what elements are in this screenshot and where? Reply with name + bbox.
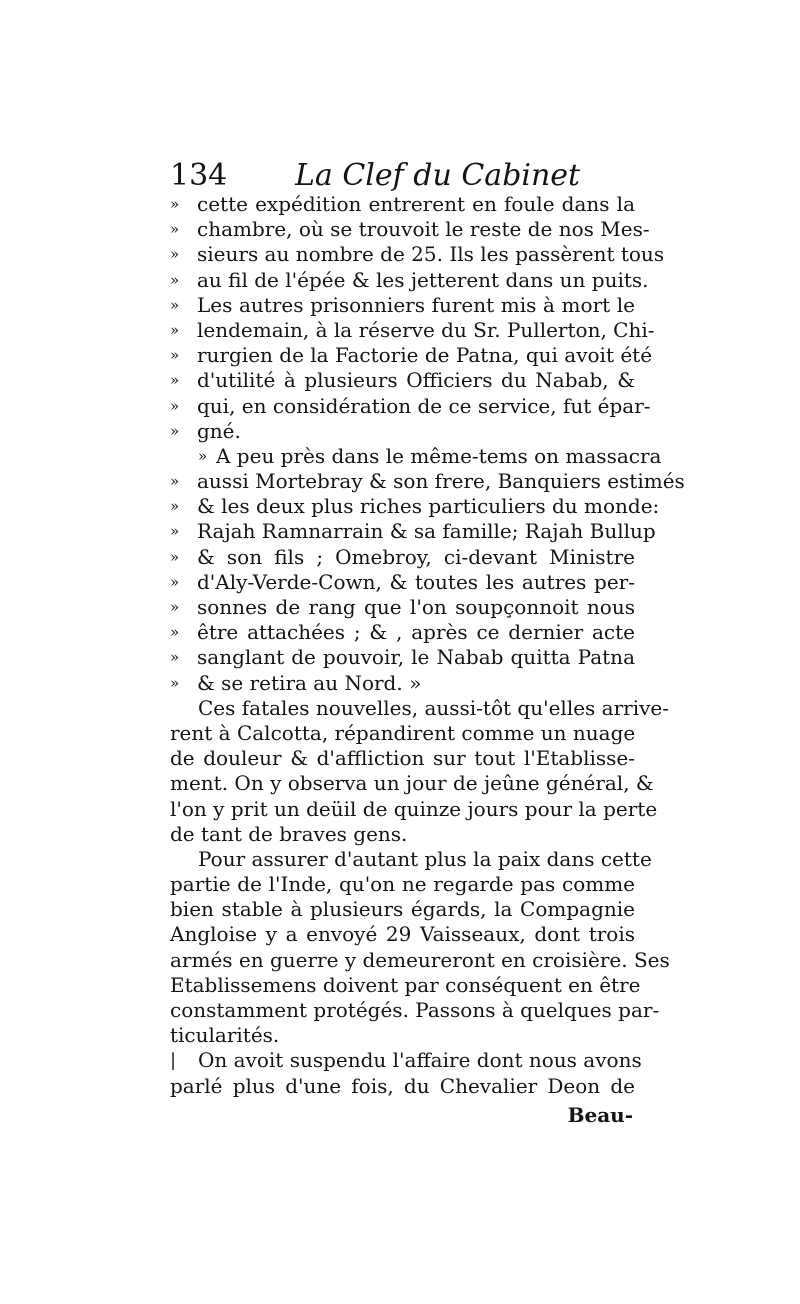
quote-mark: »	[170, 497, 180, 516]
quote-mark: »	[170, 320, 180, 339]
quote-mark: »	[170, 648, 180, 667]
text-line: Pour assurer d'autant plus la paix dans cette	[198, 846, 652, 871]
quote-mark: »	[170, 547, 180, 566]
text-line: » chambre, où se trouvoit le reste de nos Mes-	[170, 217, 650, 242]
quote-mark: »	[170, 572, 180, 591]
catchword: Beau-	[567, 1103, 633, 1127]
text-line: armés en guerre y demeureront en croisière. Ses	[170, 947, 670, 972]
quote-mark: »	[170, 295, 180, 314]
quote-mark: »	[170, 270, 180, 289]
quote-mark: »	[170, 396, 180, 415]
text-line: de douleur & d'affliction sur tout l'Etablisse-	[170, 746, 635, 771]
quote-mark: »	[170, 673, 180, 692]
text-line: ment. On y observa un jour de jeûne général, &	[170, 771, 654, 796]
text-line: parlé plus d'une fois, du Chevalier Deon de	[170, 1073, 635, 1098]
quote-mark: »	[170, 195, 180, 213]
text-line: Ces fatales nouvelles, aussi-tôt qu'elles arrive-	[198, 695, 670, 720]
text-line: Etablissemens doivent par conséquent en être	[170, 972, 641, 997]
text-line: de tant de braves gens.	[170, 821, 408, 846]
text-line: » aussi Mortebray & son frere, Banquiers estimés	[170, 469, 685, 494]
text-line: » gné.	[170, 418, 241, 443]
text-line: » & son fils ; Omebroy, ci-devant Ministre	[170, 544, 635, 569]
text-line: » au fil de l'épée & les jetterent dans un puits.	[170, 267, 649, 292]
text-line: » sanglant de pouvoir, le Nabab quitta Patna	[170, 645, 635, 670]
quote-mark: »	[170, 346, 180, 365]
text-line: » qui, en considération de ce service, fut épar-	[170, 393, 651, 418]
text-line: » rurgien de la Factorie de Patna, qui avoit été	[170, 343, 653, 368]
text-line: » Rajah Ramnarrain & sa famille; Rajah Bullup	[170, 519, 656, 544]
quote-mark: »	[170, 522, 180, 541]
quote-mark: »	[170, 598, 180, 616]
text-line: » & se retira au Nord. »	[170, 670, 422, 695]
text-line: rent à Calcotta, répandirent comme un nuage	[170, 720, 636, 745]
quote-mark: »	[170, 220, 180, 239]
quote-mark: »	[198, 446, 208, 465]
body-text	[170, 192, 685, 1099]
text-line: ticularités.	[170, 1023, 280, 1048]
text-line: » d'utilité à plusieurs Officiers du Nabab, &	[170, 368, 635, 393]
text-line: | On avoit suspendu l'affaire dont nous avons	[170, 1048, 642, 1073]
text-line: partie de l'Inde, qu'on ne regarde pas comme	[170, 872, 635, 897]
quote-mark: »	[170, 245, 180, 264]
quote-mark: »	[170, 623, 180, 642]
text-line: » lendemain, à la réserve du Sr. Pullerton, Chi-	[170, 317, 655, 342]
quote-mark: »	[170, 371, 180, 390]
running-title: La Clef du Cabinet	[295, 158, 581, 193]
text-line: constamment protégés. Passons à quelques par-	[170, 998, 660, 1022]
text-line: » sonnes de rang que l'on soupçonnoit nous	[170, 595, 635, 619]
text-line: » être attachées ; & , après ce dernier acte	[170, 620, 635, 645]
text-line: » sieurs au nombre de 25. Ils les passèrent tous	[170, 242, 665, 267]
text-line: Angloise y a envoyé 29 Vaisseaux, dont trois	[170, 922, 635, 947]
text-line: » & les deux plus riches particuliers du monde:	[170, 494, 660, 519]
text-line: » d'Aly-Verde-Cown, & toutes les autres per-	[170, 569, 635, 594]
text-line: bien stable à plusieurs égards, la Compagnie	[170, 897, 635, 922]
margin-mark: |	[170, 1050, 177, 1072]
text-line: » Les autres prisonniers furent mis à mort le	[170, 292, 635, 317]
quote-mark: »	[170, 421, 180, 440]
quote-mark: »	[170, 472, 180, 491]
text-line: l'on y prit un deüil de quinze jours pour la perte	[170, 796, 658, 821]
text-line: » cette expédition entrerent en foule dans la	[170, 192, 635, 216]
page-number: 134	[170, 158, 228, 193]
text-line: » A peu près dans le même-tems on massacra	[198, 443, 662, 468]
